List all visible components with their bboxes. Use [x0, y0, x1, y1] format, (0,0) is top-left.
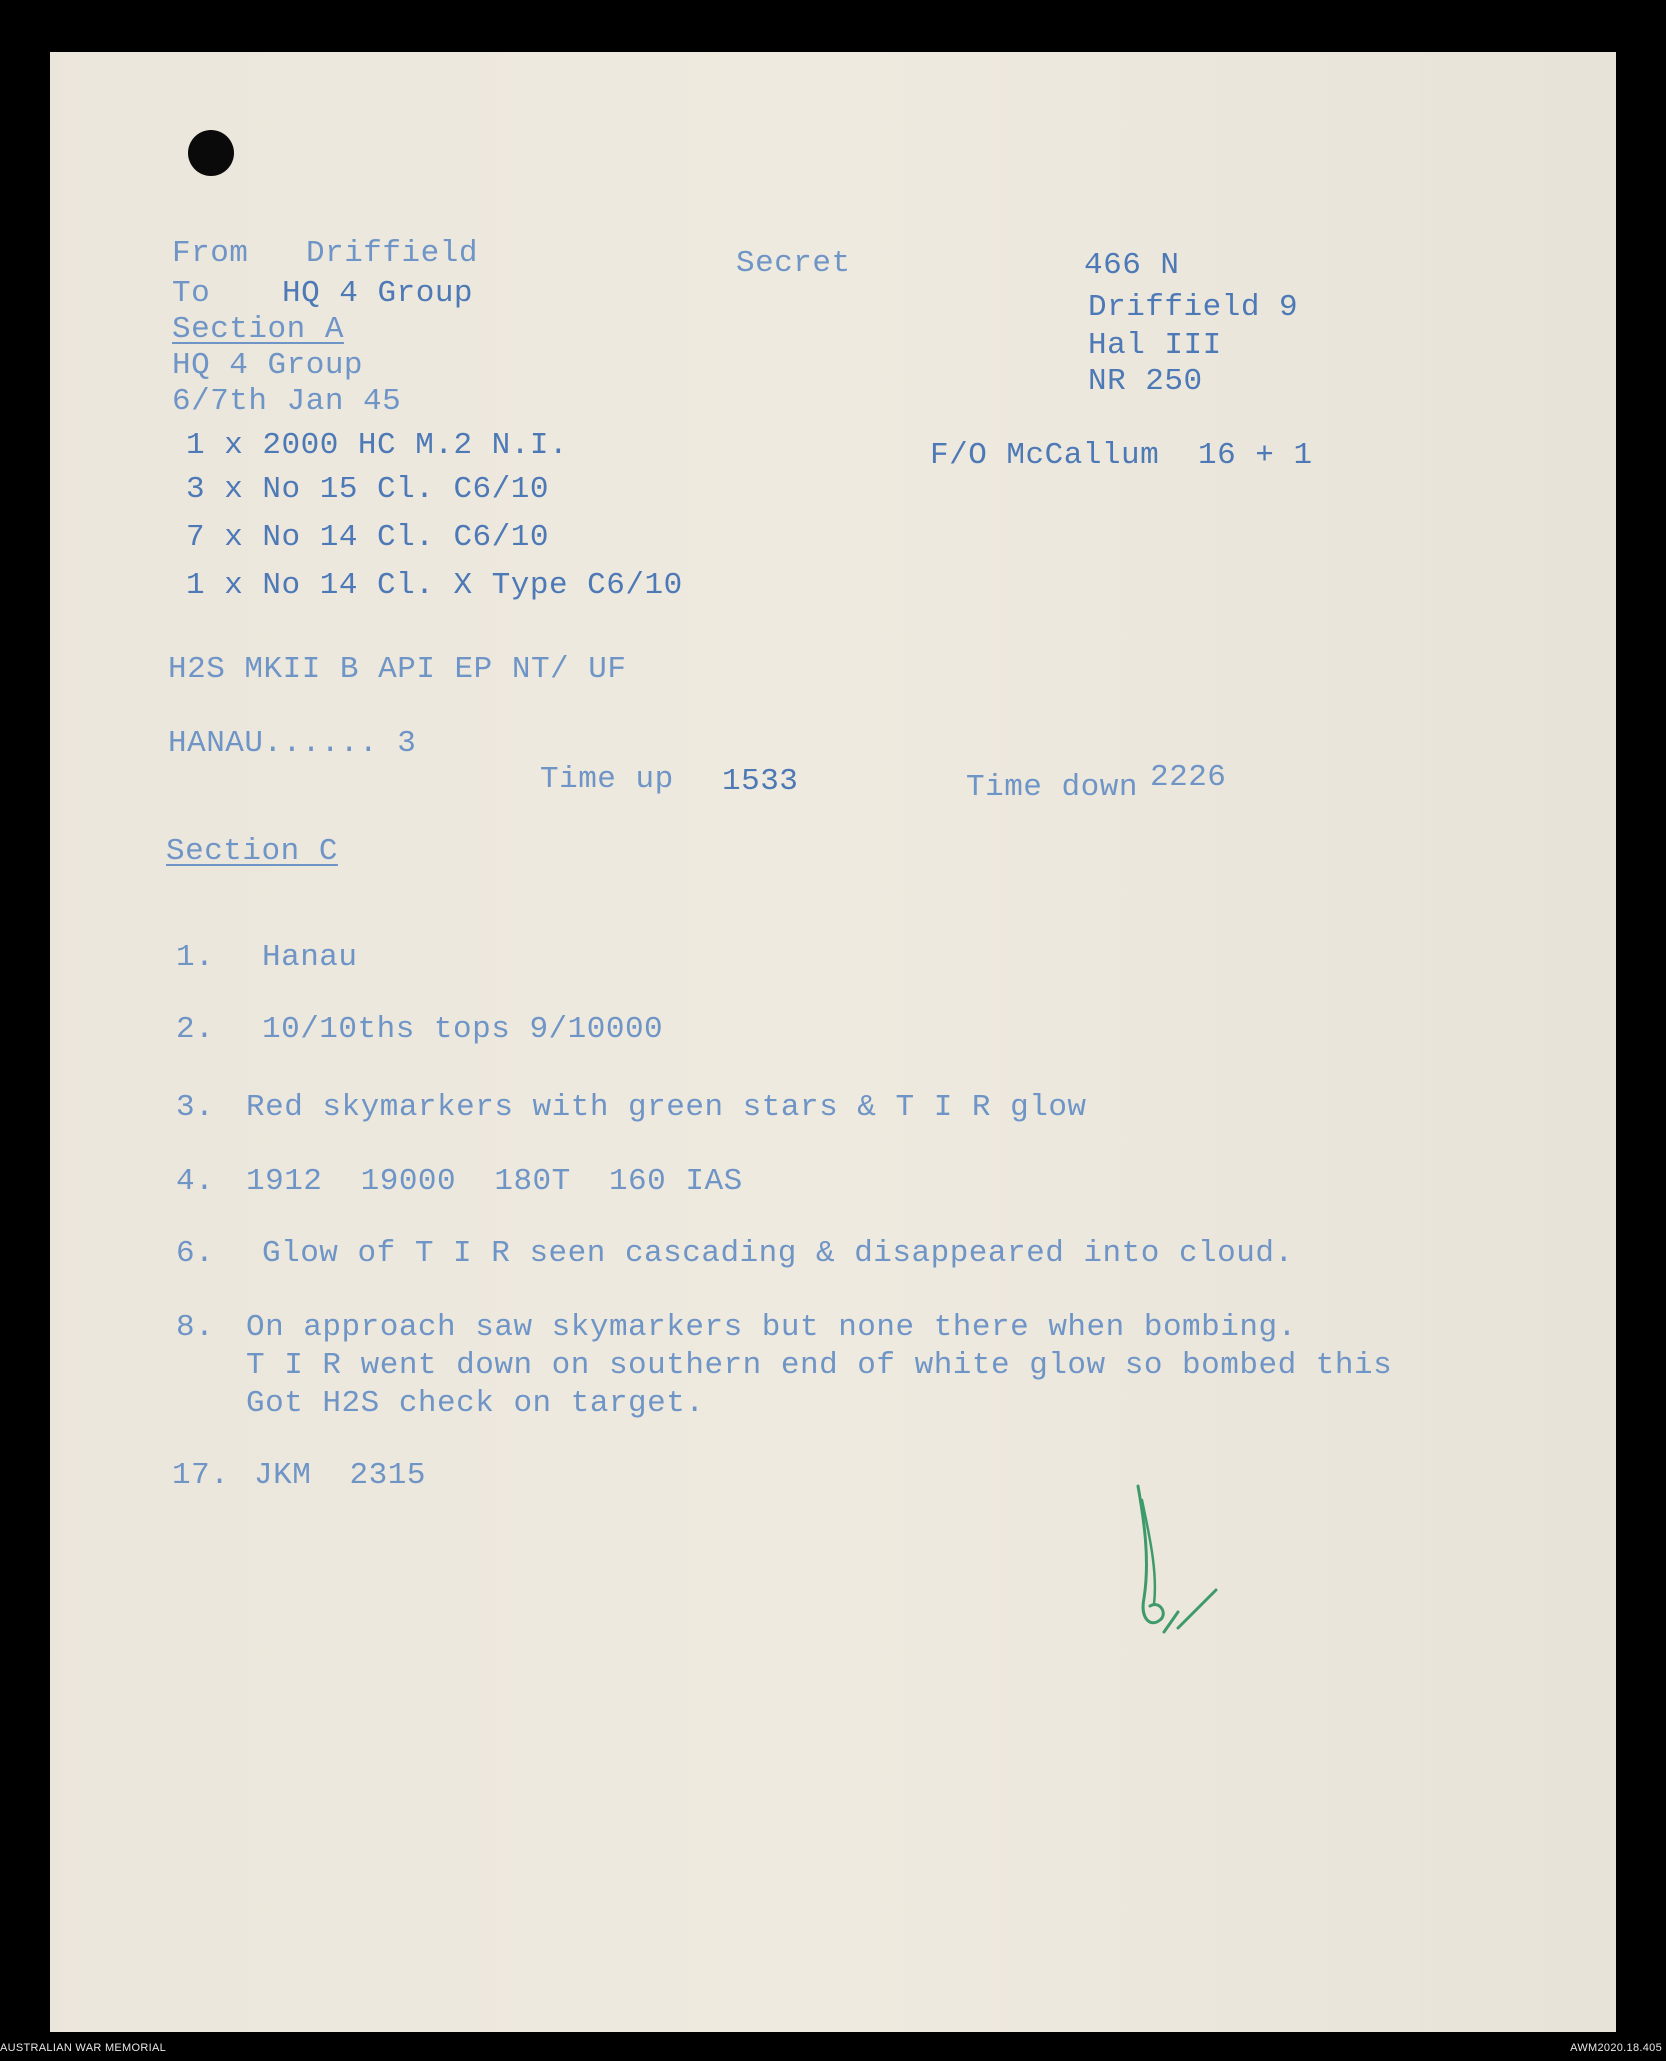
ref-aircraft: Hal III	[1088, 328, 1222, 363]
item-text: T I R went down on southern end of white glow so bombed this	[246, 1348, 1393, 1383]
time-up-value: 1533	[722, 764, 799, 799]
time-down-label: Time down	[966, 770, 1138, 805]
to-label: To	[172, 276, 211, 311]
item-number: 2.	[176, 1012, 215, 1047]
footer-accession-number: AWM2020.18.405	[1570, 2042, 1662, 2054]
item-number: 17.	[172, 1458, 230, 1493]
item-text: 1912 19000 180T 160 IAS	[246, 1164, 743, 1199]
section-a-heading: Section A	[172, 312, 344, 347]
footer-institution: AUSTRALIAN WAR MEMORIAL	[0, 2042, 167, 2054]
item-text: JKM 2315	[254, 1458, 426, 1493]
crew-count: 16 + 1	[1198, 438, 1313, 473]
load-line: 1 x No 14 Cl. X Type C6/10	[186, 568, 683, 603]
item-number: 8.	[176, 1310, 215, 1345]
from-value: Driffield	[306, 236, 478, 271]
time-up-label: Time up	[540, 762, 674, 797]
item-number: 1.	[176, 940, 215, 975]
punch-hole	[188, 130, 234, 176]
item-text: Glow of T I R seen cascading & disappeared into cloud.	[262, 1236, 1294, 1271]
pilot-name: F/O McCallum	[930, 438, 1160, 473]
equipment-line: H2S MKII B API EP NT/ UF	[168, 652, 627, 687]
ref-serial: NR 250	[1088, 364, 1203, 399]
load-line: 7 x No 14 Cl. C6/10	[186, 520, 549, 555]
item-number: 6.	[176, 1236, 215, 1271]
ref-station: Driffield 9	[1088, 290, 1299, 325]
item-number: 4.	[176, 1164, 215, 1199]
item-text: Got H2S check on target.	[246, 1386, 705, 1421]
classification: Secret	[736, 246, 851, 281]
hq-line: HQ 4 Group	[172, 348, 364, 383]
load-line: 3 x No 15 Cl. C6/10	[186, 472, 549, 507]
item-number: 3.	[176, 1090, 215, 1125]
ref-squadron: 466 N	[1084, 248, 1180, 283]
from-label: From	[172, 236, 249, 271]
item-text: 10/10ths tops 9/10000	[262, 1012, 664, 1047]
time-down-value: 2226	[1150, 760, 1227, 795]
handwritten-signature-mark	[1120, 1480, 1250, 1650]
item-text: On approach saw skymarkers but none there when bombing.	[246, 1310, 1297, 1345]
section-c-heading: Section C	[166, 834, 338, 869]
to-value: HQ 4 Group	[282, 276, 474, 311]
load-line: 1 x 2000 HC M.2 N.I.	[186, 428, 569, 463]
item-text: Hanau	[262, 940, 358, 975]
date-line: 6/7th Jan 45	[172, 384, 402, 419]
target-line: HANAU...... 3	[168, 726, 417, 761]
item-text: Red skymarkers with green stars & T I R glow	[246, 1090, 1087, 1125]
